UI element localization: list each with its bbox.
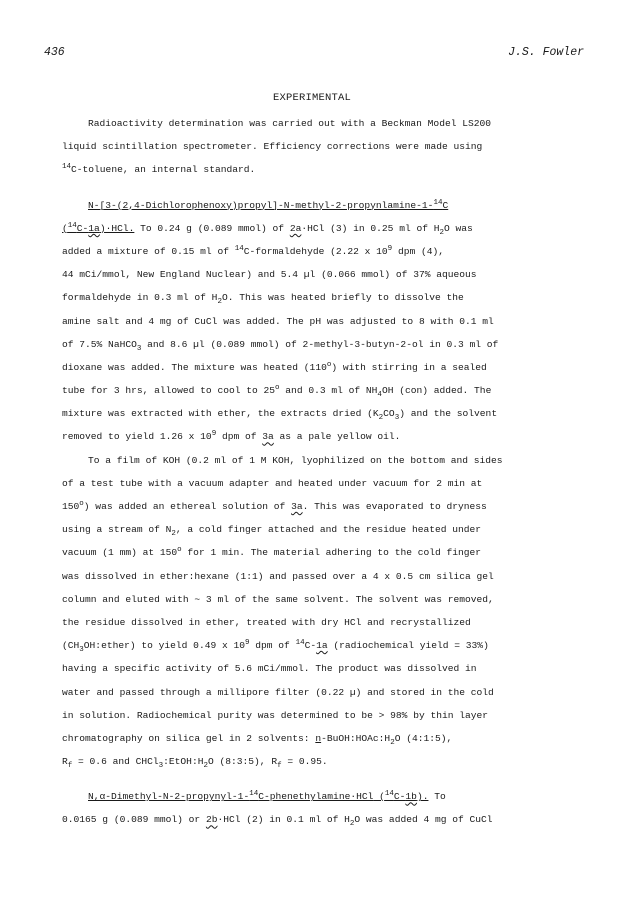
- text-line: amine salt and 4 mg of CuCl was added. The pH was adjusted to 8 with 0.1 ml: [62, 315, 494, 327]
- text-line: in solution. Radiochemical purity was determined to be > 98% by thin layer: [62, 709, 489, 721]
- body-text: [62, 112, 592, 832]
- text-line: liquid scintillation spectrometer. Efficiency corrections were made using: [62, 141, 483, 153]
- text-line: $^{14}$C-toluene, an internal standard.: [62, 163, 256, 176]
- text-line: was dissolved in ether:hexane (1:1) and passed over a 4 x 0.5 cm silica gel: [62, 570, 494, 582]
- running-author: J.S. Fowler: [508, 46, 584, 59]
- text-line: mixture was extracted with ether, the extracts dried $(K_2CO_3)$ and the solvent: [62, 408, 498, 423]
- text-line: column and eluted with ~ 3 ml of the same solvent. The solvent was removed,: [62, 593, 494, 605]
- text-line: chromatography on silica gel in 2 solvents: $n-BuOH:HOAc:H_2O$ (4:1:5),: [62, 732, 453, 747]
- text-line: 0.0165 g (0.089 mmol) or 2b·HCl (2) in 0.1 ml of $H_2O$ was added 4 mg of CuCl: [62, 814, 493, 829]
- text-line: of 7.5% NaHCO$_3$ and 8.6 µl (0.089 mmol) of 2-methyl-3-butyn-2-ol in 0.3 ml of: [62, 338, 499, 353]
- text-line: dioxane was added. The mixture was heated (110$^o$) with stirring in a sealed: [62, 360, 487, 373]
- text-line: the residue dissolved in ether, treated with dry HCl and recrystallized: [62, 616, 471, 628]
- text-line: Radioactivity determination was carried out with a Beckman Model LS200: [88, 118, 492, 129]
- text-line: formaldehyde in 0.3 ml of $H_2O$. This was heated briefly to dissolve the: [62, 292, 464, 307]
- text-line: removed to yield 1.26 x $10^9$ dpm of 3a as a pale yellow oil.: [62, 430, 401, 443]
- text-line: ($^{14}$C-1a)·HCl. To 0.24 g (0.089 mmol) of 2a·HCl (3) in 0.25 ml of $H_2O$ was: [62, 221, 473, 237]
- text-line: tube for 3 hrs, allowed to cool to 25$^o$ and 0.3 ml of $NH_4OH$ (con) added. The: [62, 383, 492, 399]
- text-line: To a film of KOH (0.2 ml of 1 M KOH, lyophilized on the bottom and sides: [88, 454, 503, 466]
- text-line: added a mixture of 0.15 ml of $^{14}$C-formaldehyde (2.22 x $10^9$ dpm (4),: [62, 244, 445, 257]
- text-line: having a specific activity of 5.6 mCi/mmol. The product was dissolved in: [62, 663, 477, 675]
- page-number: 436: [44, 46, 65, 59]
- text-line: using a stream of $N_2$, a cold finger attached and the residue heated under: [62, 524, 482, 539]
- text-line: 150$^o$) was added an ethereal solution of 3a. This was evaporated to dryness: [62, 499, 487, 512]
- text-line: 44 mCi/mmol, New England Nuclear) and 5.4 µl (0.066 mmol) of 37% aqueous: [62, 269, 477, 281]
- text-line: water and passed through a millipore filter (0.22 µ) and stored in the cold: [62, 686, 494, 698]
- text-line: of a test tube with a vacuum adapter and heated under vacuum for 2 min at: [62, 477, 483, 489]
- section-title: EXPERIMENTAL: [272, 92, 351, 104]
- text-line: $R_f = 0.6$ and $CHCl_3:EtOH:H_2O$ (8:3:5), $R_f = 0.95$.: [62, 756, 328, 770]
- text-line: $(CH_3OH:ether)$ to yield 0.49 x $10^9$ dpm of $^{14}$C-1a (radiochemical yield = 33%): [62, 638, 489, 655]
- compound-heading: N,α-Dimethyl-N-2-propynyl-1-$^{14}$C-phenethylamine·HCl ($^{14}$C-1b). To: [88, 790, 446, 803]
- text-line: vacuum (1 mm) at 150$^o$ for 1 min. The material adhering to the cold finger: [62, 546, 482, 559]
- compound-heading: N-[3-(2,4-Dichlorophenoxy)propyl]-N-methyl-2-propynlamine-1-$^{14}$C: [88, 198, 449, 211]
